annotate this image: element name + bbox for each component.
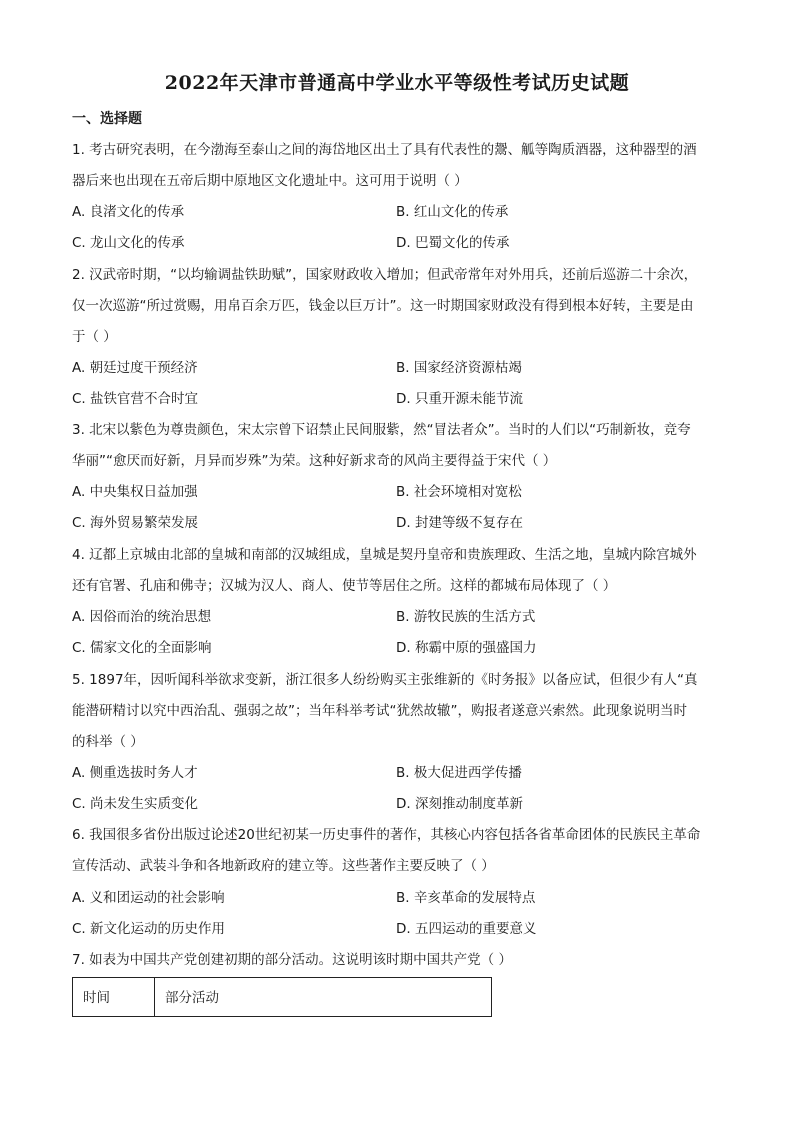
question-6-option-d: D. 五四运动的重要意义: [396, 921, 537, 937]
question-3-option-a: A. 中央集权日益加强: [72, 484, 198, 500]
table-header-time: 时间: [73, 978, 155, 1016]
question-6-option-c: C. 新文化运动的历史作用: [72, 921, 226, 937]
question-5-option-c: C. 尚未发生实质变化: [72, 796, 199, 812]
question-6-option-a: A. 义和团运动的社会影响: [72, 890, 225, 906]
question-2-line-3: 于（ ）: [72, 329, 117, 345]
section-heading: 一、选择题: [72, 111, 142, 127]
question-2-option-a: A. 朝廷过度干预经济: [72, 360, 198, 376]
question-1-line-2: 器后来也出现在五帝后期中原地区文化遗址中。这可用于说明（ ）: [72, 173, 468, 189]
question-4-line-2: 还有官署、孔庙和佛寺；汉城为汉人、商人、使节等居住之所。这样的都城布局体现了（ ）: [72, 578, 617, 594]
question-6-option-b: B. 辛亥革命的发展特点: [396, 890, 536, 906]
question-1-option-a: A. 良渚文化的传承: [72, 204, 185, 220]
question-4-option-c: C. 儒家文化的全面影响: [72, 640, 212, 656]
question-1-option-d: D. 巴蜀文化的传承: [396, 235, 510, 251]
question-3-option-b: B. 社会环境相对宽松: [396, 484, 522, 500]
question-3-line-1: 3. 北宋以紫色为尊贵颜色，宋太宗曾下诏禁止民间服紫，然“冒法者众”。当时的人们以“巧制新妆，竞夸: [72, 422, 691, 438]
question-3-line-2: 华丽”“愈厌而好新，月异而岁殊”为荣。这种好新求奇的风尚主要得益于宋代（ ）: [72, 453, 557, 469]
question-2-line-1: 2. 汉武帝时期，“以均输调盐铁助赋”，国家财政收入增加；但武帝常年对外用兵，还前后巡游二十余次，: [72, 267, 698, 283]
question-4-option-d: D. 称霸中原的强盛国力: [396, 640, 537, 656]
question-5-line-1: 5. 1897年，因听闻科举欲求变新，浙江很多人纷纷购买主张维新的《时务报》以备应试，但很少有人“真: [72, 672, 698, 688]
question-4-option-a: A. 因俗而治的统治思想: [72, 609, 212, 625]
question-1-line-1: 1. 考古研究表明，在今渤海至泰山之间的海岱地区出土了具有代表性的鬶、觚等陶质酒器，这种器型的酒: [72, 142, 697, 158]
table-header-activities: 部分活动: [165, 990, 219, 1006]
activities-table: [72, 977, 492, 1017]
question-3-option-c: C. 海外贸易繁荣发展: [72, 515, 199, 531]
question-2-option-c: C. 盐铁官营不合时宜: [72, 391, 199, 407]
question-5-option-d: D. 深刻推动制度革新: [396, 796, 523, 812]
question-5-line-3: 的科举（ ）: [72, 734, 144, 750]
question-5-option-b: B. 极大促进西学传播: [396, 765, 522, 781]
page-title: 2022年天津市普通高中学业水平等级性考试历史试题: [164, 72, 630, 94]
question-5-option-a: A. 侧重选拔时务人才: [72, 765, 198, 781]
question-2-line-2: 仅一次巡游“所过赏赐，用帛百余万匹，钱金以巨万计”。这一时期国家财政没有得到根本好转，主要是由: [72, 298, 694, 314]
question-2-option-b: B. 国家经济资源枯竭: [396, 360, 522, 376]
question-3-option-d: D. 封建等级不复存在: [396, 515, 523, 531]
question-1-option-b: B. 红山文化的传承: [396, 204, 509, 220]
question-6-line-1: 6. 我国很多省份出版过论述20世纪初某一历史事件的著作，其核心内容包括各省革命团体的民族民主革命: [72, 827, 701, 843]
question-4-line-1: 4. 辽都上京城由北部的皇城和南部的汉城组成，皇城是契丹皇帝和贵族理政、生活之地，皇城内除宫城外: [72, 547, 697, 563]
question-1-option-c: C. 龙山文化的传承: [72, 235, 185, 251]
question-6-line-2: 宣传活动、武装斗争和各地新政府的建立等。这些著作主要反映了（ ）: [72, 858, 495, 874]
question-7-line-1: 7. 如表为中国共产党创建初期的部分活动。这说明该时期中国共产党（ ）: [72, 952, 512, 968]
question-5-line-2: 能潜研精讨以究中西治乱、强弱之故”；当年科举考试“犹然故辙”，购报者遂意兴索然。此现象说明当时: [72, 703, 687, 719]
question-4-option-b: B. 游牧民族的生活方式: [396, 609, 536, 625]
question-2-option-d: D. 只重开源未能节流: [396, 391, 523, 407]
